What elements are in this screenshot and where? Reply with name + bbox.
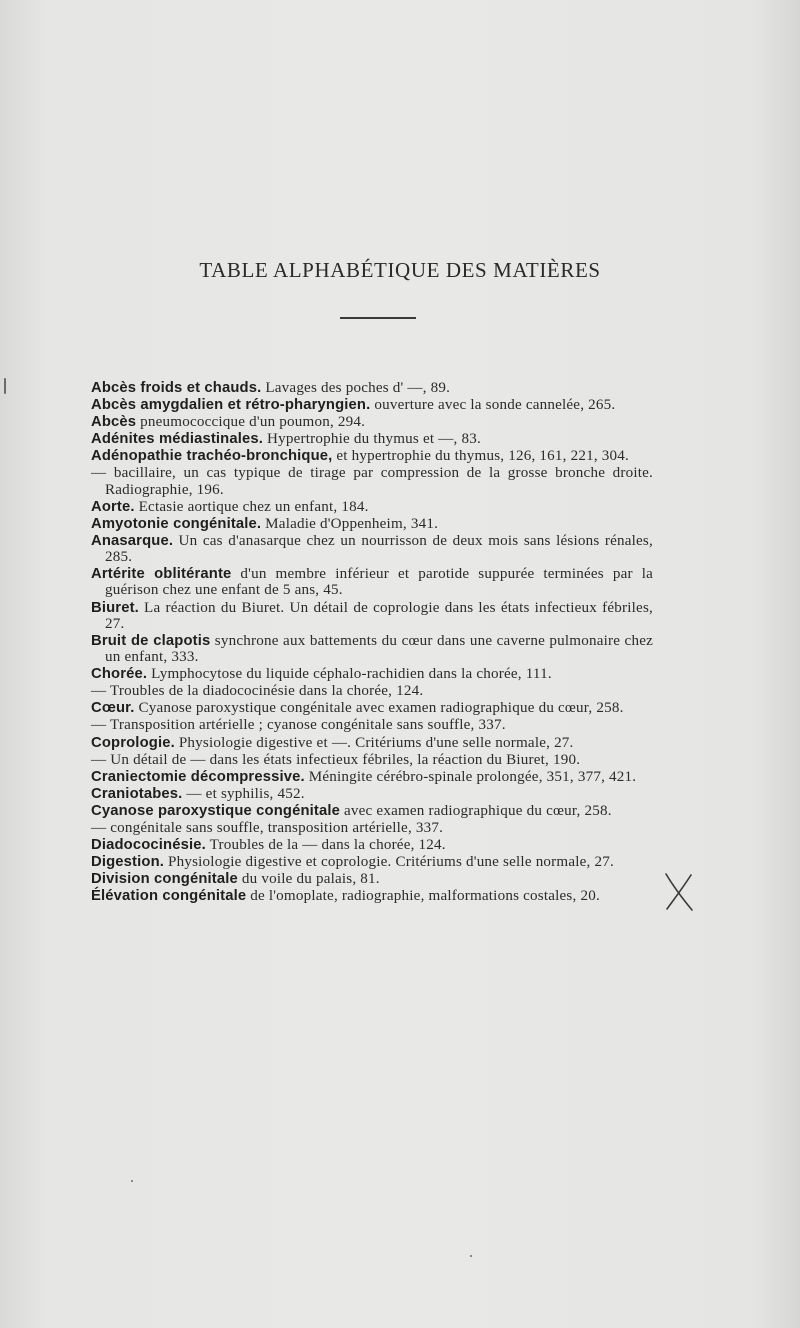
dust-speck [470,1255,472,1257]
index-entry [91,683,653,699]
index-entry [91,465,653,497]
entry-text: Physiologie digestive et —. Critériums d'une selle normale, 27. [174,734,574,751]
entry-text: Troubles de la — dans la chorée, 124. [205,837,446,854]
entry-heading: Bruit de clapotis [91,632,211,649]
index-entry [91,752,653,768]
index-entry [91,499,653,515]
entry-heading: Adénites médiastinales. [91,431,264,448]
index-entry [91,837,653,853]
entry-text: Maladie d'Oppenheim, 341. [261,515,439,532]
entry-text: — bacillaire, un cas typique de tirage par compression de la grosse bronche droite. Radiographie, 196. [91,465,653,498]
title-rule [340,317,416,319]
index-entry [91,700,653,716]
entry-heading: Cœur. [91,700,135,717]
entry-heading: Amyotonie congénitale. [91,515,262,532]
entry-text: Physiologie digestive et coprologie. Critériums d'une selle normale, 27. [164,854,614,871]
index-entry [91,397,653,413]
handwritten-x-icon [662,872,696,912]
entry-heading: Craniectomie décompressive. [91,768,305,785]
index-entry [91,448,653,464]
entry-text: du voile du palais, 81. [237,871,380,888]
entry-text: avec examen radiographique du cœur, 258. [340,802,612,819]
index-entry [91,431,653,447]
margin-mark-x [662,872,696,912]
index-entry [91,888,653,904]
entry-text: de l'omoplate, radiographie, malformations costales, 20. [246,888,600,905]
index-entry [91,871,653,887]
entry-text: — congénitale sans souffle, transposition artérielle, 337. [91,819,444,836]
entry-heading: Coprologie. [91,734,175,751]
index-entry [91,786,653,802]
entry-heading: Chorée. [91,666,148,683]
index-entry [91,566,653,598]
entry-heading: Élévation congénitale [91,888,247,905]
entry-heading: Abcès [91,414,137,431]
index-entry [91,803,653,819]
entry-text: Lymphocytose du liquide céphalo-rachidien dans la chorée, 111. [147,666,552,683]
entry-text: ouverture avec la sonde cannelée, 265. [370,397,616,414]
entry-text: Méningite cérébro-spinale prolongée, 351, 377, 421. [304,768,637,785]
entry-text: — Troubles de la diadococinésie dans la chorée, 124. [91,683,424,700]
entry-text: Un cas d'anasarque chez un nourrisson de deux mois sans lésions rénales, 285. [105,532,653,566]
entry-text: — Un détail de — dans les états infectieux fébriles, la réaction du Biuret, 190. [91,751,581,768]
entry-text: Cyanose paroxystique congénitale avec examen radiographique du cœur, 258. [134,700,624,717]
index-entry [91,735,653,751]
index-entry [91,533,653,565]
entry-heading: Anasarque. [91,532,174,549]
entry-text: Hypertrophie du thymus et —, 83. [263,431,481,448]
index-entry [91,516,653,532]
dust-speck [131,1180,133,1182]
entry-heading: Artérite oblitérante [91,566,232,583]
index-entry [91,633,653,665]
entry-text: — Transposition artérielle ; cyanose congénitale sans souffle, 337. [91,717,506,734]
index-entry [91,666,653,682]
entry-text: synchrone aux battements du cœur dans une caverne pulmonaire chez un enfant, 333. [105,632,653,666]
margin-speck [4,378,6,394]
entry-heading: Diadococinésie. [91,837,206,854]
index-entries [91,380,653,905]
entry-text: Ectasie aortique chez un enfant, 184. [134,498,369,515]
entry-text: et hypertrophie du thymus, 126, 161, 221, 304. [332,448,629,465]
index-entry [91,717,653,733]
entry-heading: Craniotabes. [91,785,183,802]
entry-heading: Adénopathie trachéo-bronchique, [91,448,333,465]
entry-text: — et syphilis, 452. [182,785,305,802]
entry-heading: Cyanose paroxystique congénitale [91,802,341,819]
entry-text: pneumococcique d'un poumon, 294. [136,414,366,431]
index-entry [91,380,653,396]
entry-heading: Digestion. [91,854,165,871]
index-entry [91,769,653,785]
entry-heading: Abcès froids et chauds. [91,380,262,396]
entry-text: Lavages des poches d' —, 89. [261,380,451,396]
entry-heading: Abcès amygdalien et rétro-pharyngien. [91,397,371,414]
entry-heading: Division congénitale [91,871,238,888]
index-entry [91,854,653,870]
entry-text: d'un membre inférieur et parotide suppurée terminées par la guérison chez une enfant de 5 ans, 45. [105,566,653,599]
entry-heading: Aorte. [91,498,135,515]
entry-heading: Biuret. [91,599,139,616]
index-entry [91,414,653,430]
index-entry [91,820,653,836]
page-title: TABLE ALPHABÉTIQUE DES MATIÈRES [199,258,601,282]
index-entry [91,600,653,632]
entry-text: La réaction du Biuret. Un détail de coprologie dans les états infectieux fébriles, 27. [105,599,653,632]
